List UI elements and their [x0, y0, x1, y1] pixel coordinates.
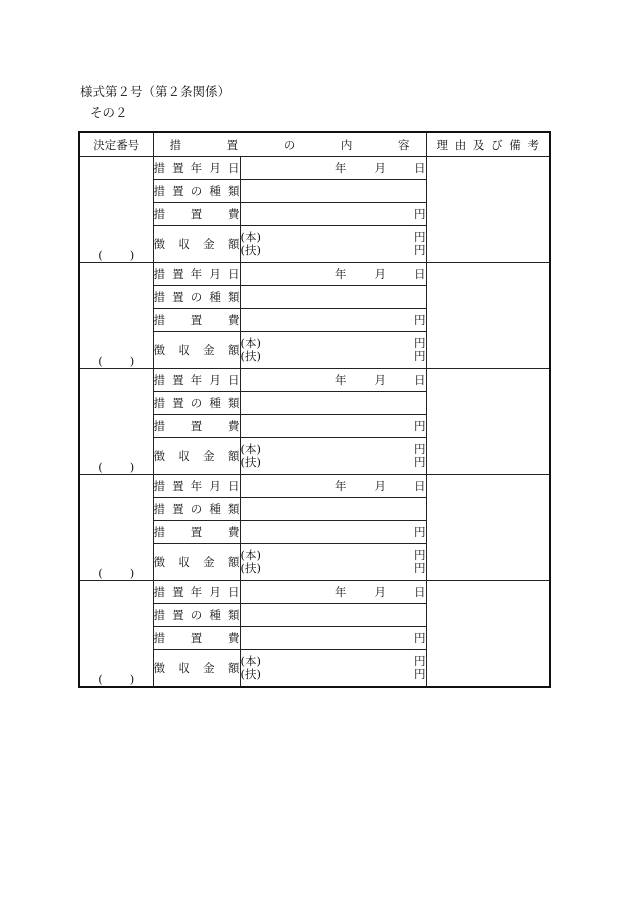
type-field[interactable]	[240, 286, 426, 309]
date-field[interactable]: 年 月 日	[240, 581, 426, 604]
cost-field[interactable]: 円	[240, 415, 426, 438]
label-date: 措置年月日	[153, 581, 240, 604]
label-date: 措置年月日	[153, 369, 240, 392]
decision-no-cell[interactable]: ( )	[79, 157, 153, 263]
label-collect: 徴 収 金 額	[153, 650, 240, 688]
header-decision-no: 決定番号	[79, 132, 153, 157]
label-type: 措置の種類	[153, 180, 240, 203]
collect-field[interactable]: (本) 円 (扶) 円	[240, 650, 426, 688]
label-collect: 徴 収 金 額	[153, 438, 240, 475]
label-cost: 措 置 費	[153, 627, 240, 650]
remarks-cell[interactable]	[426, 157, 550, 263]
cost-field[interactable]: 円	[240, 309, 426, 332]
type-field[interactable]	[240, 180, 426, 203]
date-field[interactable]: 年 月 日	[240, 475, 426, 498]
label-cost: 措 置 費	[153, 521, 240, 544]
form-subtitle: その２	[90, 105, 128, 120]
remarks-cell[interactable]	[426, 263, 550, 369]
cost-field[interactable]: 円	[240, 203, 426, 226]
remarks-cell[interactable]	[426, 581, 550, 688]
form-title: 様式第２号（第２条関係）	[80, 84, 231, 99]
label-cost: 措 置 費	[153, 415, 240, 438]
label-date: 措置年月日	[153, 475, 240, 498]
type-field[interactable]	[240, 604, 426, 627]
label-cost: 措 置 費	[153, 203, 240, 226]
label-type: 措置の種類	[153, 392, 240, 415]
label-type: 措置の種類	[153, 604, 240, 627]
date-field[interactable]: 年 月 日	[240, 369, 426, 392]
collect-field[interactable]: (本) 円 (扶) 円	[240, 544, 426, 581]
decision-table	[78, 131, 551, 688]
row-date	[79, 157, 550, 180]
label-collect: 徴 収 金 額	[153, 226, 240, 263]
label-date: 措置年月日	[153, 263, 240, 286]
decision-no-cell[interactable]: ( )	[79, 475, 153, 581]
decision-no-cell[interactable]: ( )	[79, 581, 153, 688]
label-collect: 徴 収 金 額	[153, 332, 240, 369]
collect-field[interactable]: (本) 円 (扶) 円	[240, 332, 426, 369]
header-content: 措 置 の 内 容	[153, 132, 426, 157]
collect-field[interactable]: (本) 円 (扶) 円	[240, 226, 426, 263]
date-field[interactable]: 年 月 日	[240, 263, 426, 286]
label-collect: 徴 収 金 額	[153, 544, 240, 581]
row-date	[79, 263, 550, 286]
label-date: 措置年月日	[153, 157, 240, 180]
table-header-row	[79, 132, 550, 157]
label-type: 措置の種類	[153, 498, 240, 521]
row-date	[79, 369, 550, 392]
label-cost: 措 置 費	[153, 309, 240, 332]
collect-field[interactable]: (本) 円 (扶) 円	[240, 438, 426, 475]
decision-no-cell[interactable]: ( )	[79, 369, 153, 475]
cost-field[interactable]: 円	[240, 521, 426, 544]
type-field[interactable]	[240, 392, 426, 415]
cost-field[interactable]: 円	[240, 627, 426, 650]
row-date	[79, 475, 550, 498]
row-date	[79, 581, 550, 604]
decision-no-cell[interactable]: ( )	[79, 263, 153, 369]
label-type: 措置の種類	[153, 286, 240, 309]
header-remarks: 理 由 及 び 備 考	[426, 132, 550, 157]
type-field[interactable]	[240, 498, 426, 521]
remarks-cell[interactable]	[426, 475, 550, 581]
remarks-cell[interactable]	[426, 369, 550, 475]
date-field[interactable]: 年 月 日	[240, 157, 426, 180]
